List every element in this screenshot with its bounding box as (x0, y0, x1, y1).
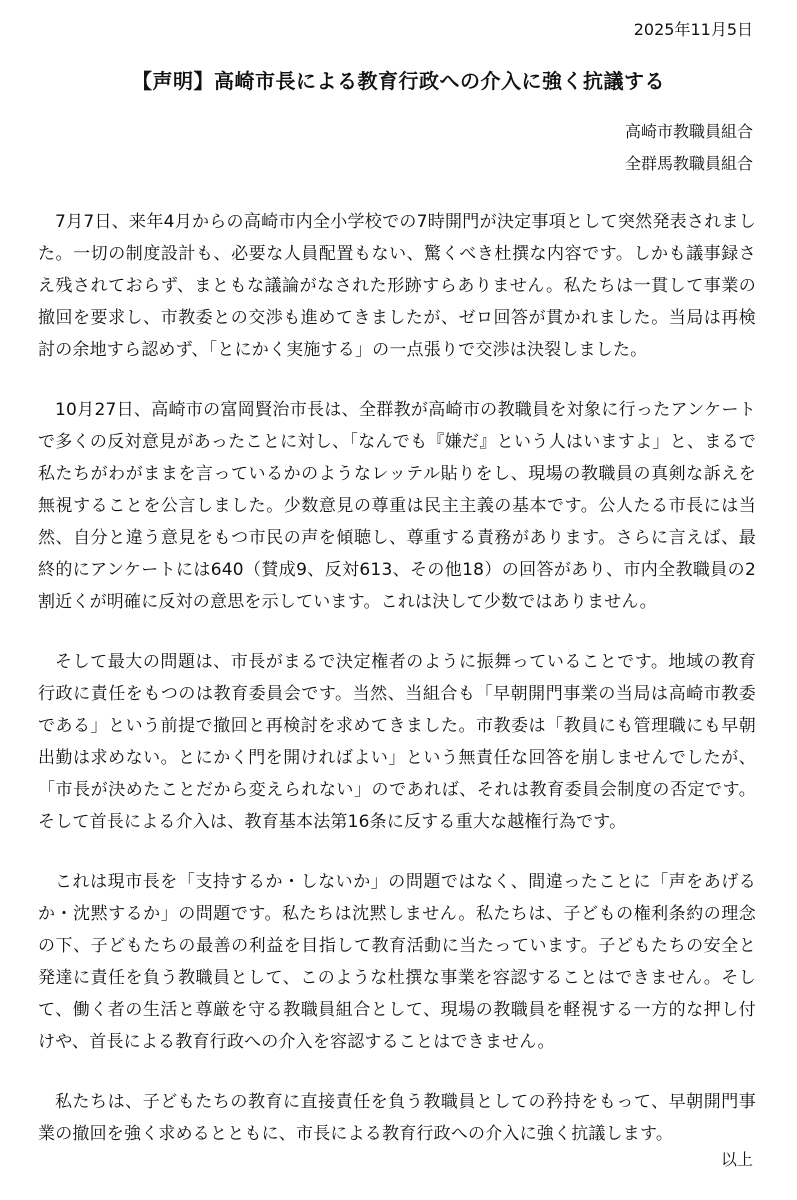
body-paragraph: これは現市長を「支持するか・しないか」の問題ではなく、間違ったことに「声をあげるか・沈黙するか」の問題です。私たちは沈黙しません。私たちは、子どもの権利条約の理念の下、子どもたちの最善の利益を目指して教育活動に当たっています。子どもたちの安全と発達に責任を負う教職員として、このような杜撰な事業を容認することはできません。そして、働く者の生活と尊厳を守る教職員組合として、現場の教職員を軽視する一方的な押し付けや、首長による教育行政への介入を容認することはできません。 (38, 872, 756, 1052)
body-paragraph: 10月27日、高崎市の富岡賢治市長は、全群教が高崎市の教職員を対象に行ったアンケートで多くの反対意見があったことに対し、「なんでも『嫌だ』という人はいますよ」と、まるで私たちがわがままを言っているかのようなレッテル貼りをし、現場の教職員の真剣な訴えを無視することを公言しました。少数意見の尊重は民主主義の基本です。公人たる市長には当然、自分と違う意見をもつ市民の声を傾聴し、尊重する責務があります。さらに言えば、最終的にアンケートには640（賛成9、反対613、その他18）の回答があり、市内全教職員の2割近くが明確に反対の意思を示しています。これは決して少数ではありません。 (38, 400, 756, 612)
closing-mark: 以上 (720, 1150, 753, 1169)
body-paragraph: 7月7日、来年4月からの高崎市内全小学校での7時開門が決定事項として突然発表されました。一切の制度設計も、必要な人員配置もない、驚くべき杜撰な内容です。しかも議事録さえ残されておらず、まともな議論がなされた形跡すらありません。私たちは一貫して事業の撤回を要求し、市教委との交渉も進めてきましたが、ゼロ回答が貫かれました。当局は再検討の余地すら認めず、「とにかく実施する」の一点張りで交渉は決裂しました。 (38, 212, 756, 360)
document-title: 【声明】高崎市長による教育行政への介入に強く抗議する (132, 69, 665, 93)
body-paragraph: 私たちは、子どもたちの教育に直接責任を負う教職員としての矜持をもって、早朝開門事業の撤回を強く求めるとともに、市長による教育行政への介入に強く抗議します。 (38, 1092, 756, 1144)
body-paragraph: そして最大の問題は、市長がまるで決定権者のように振舞っていることです。地域の教育行政に責任をもつのは教育委員会です。当然、当組合も「早朝開門事業の当局は高崎市教委である」という前提で撤回と再検討を求めてきました。市教委は「教員にも管理職にも早朝出勤は求めない。とにかく門を開ければよい」という無責任な回答を崩しませんでしたが、「市長が決めたことだから変えられない」のであれば、それは教育委員会制度の否定です。そして首長による介入は、教育基本法第16条に反する重大な越権行為です。 (38, 652, 756, 832)
statement-body (38, 206, 756, 1178)
document-date: 2025年11月5日 (633, 20, 753, 39)
organization-name: 全群馬教職員組合 (624, 154, 753, 173)
organization-name: 高崎市教職員組合 (624, 122, 753, 141)
